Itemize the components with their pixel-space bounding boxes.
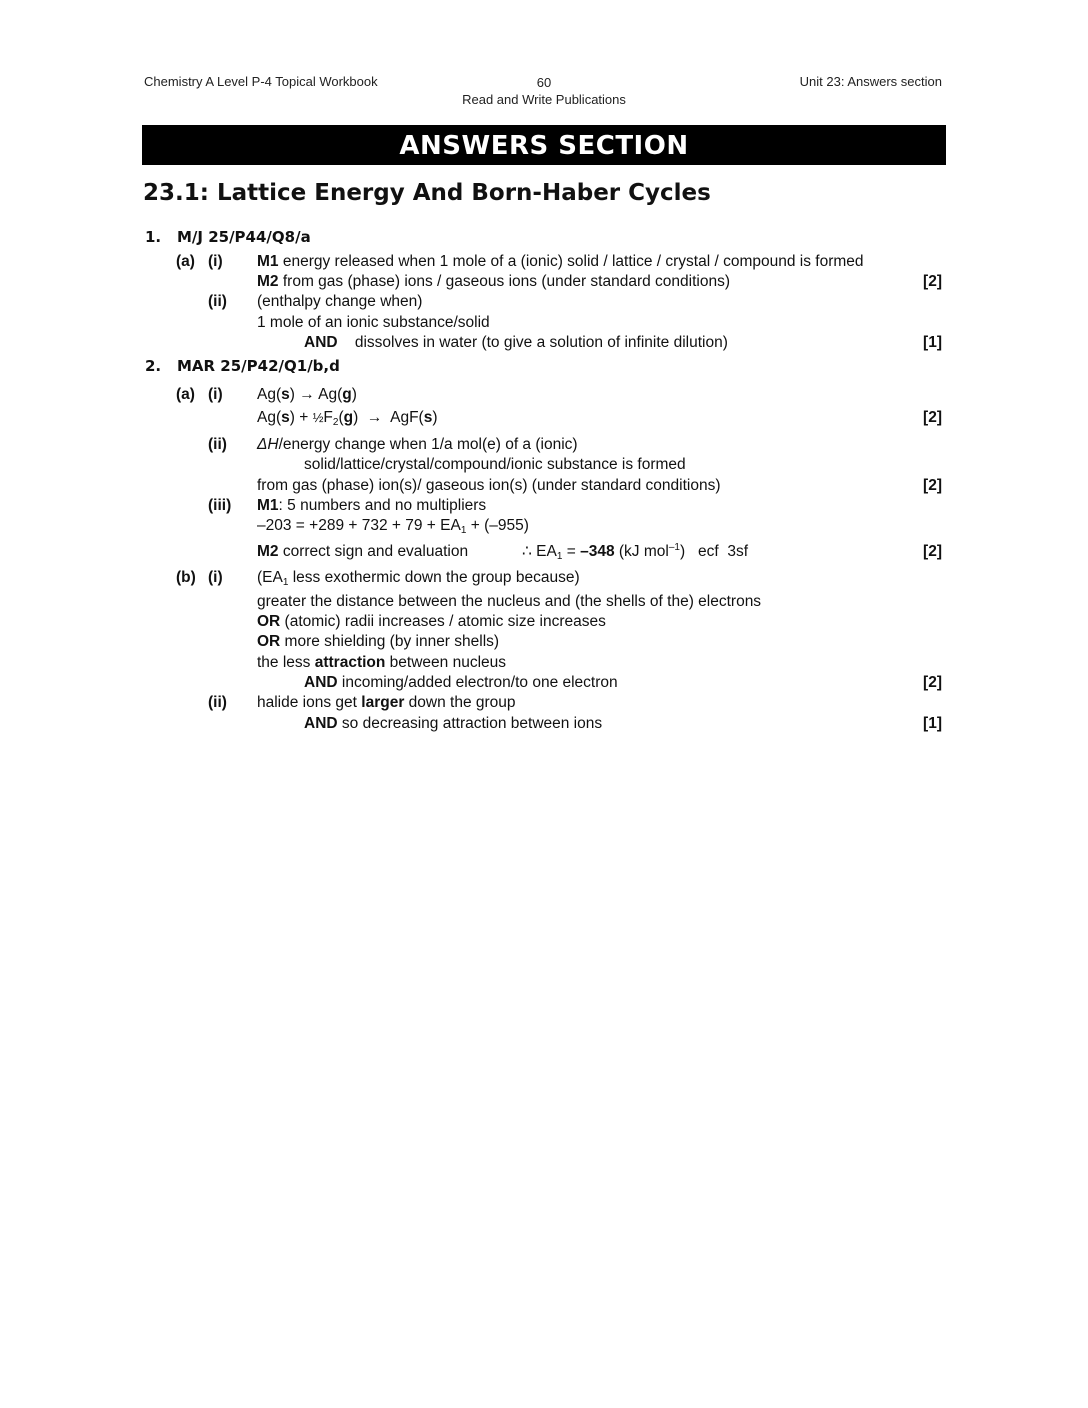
answer-line: AND incoming/added electron/to one electron xyxy=(304,674,618,691)
equation-line: $Ag(s) + \frac{1}{2}F_2(g) \to AgF(s)$ xyxy=(257,409,438,428)
mark-code: M1 xyxy=(257,253,279,270)
question-1-heading xyxy=(145,228,311,246)
question-reference: MAR 25/P42/Q1/b,d xyxy=(177,357,340,375)
subpart-label: (i) xyxy=(208,386,223,403)
marks: [1] xyxy=(923,715,942,732)
part-label: (a) xyxy=(176,253,195,270)
answer-line: from gas (phase) ion(s)/ gaseous ion(s) (under standard conditions) xyxy=(257,477,721,494)
question-reference: M/J 25/P44/Q8/a xyxy=(177,228,311,246)
subpart-label: (i) xyxy=(208,569,223,586)
marks: [2] xyxy=(923,477,942,494)
marks: [2] xyxy=(923,273,942,290)
marks: [1] xyxy=(923,334,942,351)
answer-line xyxy=(304,333,728,353)
equation-line: Ag(s) → Ag(g) xyxy=(257,386,357,403)
fraction-half: ½ xyxy=(312,410,324,425)
answer-line xyxy=(257,272,730,292)
answer-line: M2 correct sign and evaluation xyxy=(257,543,469,560)
part-label: (a) xyxy=(176,386,195,403)
subpart-label: (ii) xyxy=(208,293,227,310)
subpart-label: (ii) xyxy=(208,694,227,711)
answer-line: greater the distance between the nucleus and (the shells of the) electrons xyxy=(257,593,762,610)
question-number: 2. xyxy=(145,357,162,375)
answer-line: solid/lattice/crystal/compound/ionic substance is formed xyxy=(304,456,686,473)
answer-line: 1 mole of an ionic substance/solid xyxy=(257,314,490,331)
section-title: 23.1: Lattice Energy And Born-Haber Cycles xyxy=(143,180,711,206)
marks: [2] xyxy=(923,543,942,560)
answer-text: from gas (phase) ions / gaseous ions (under standard conditions) xyxy=(278,273,731,290)
answer-line: M1: 5 numbers and no multipliers xyxy=(257,497,487,514)
answer-text: dissolves in water (to give a solution of infinite dilution) xyxy=(354,334,728,351)
answer-line: ΔH/energy change when 1/a mol(e) of a (ionic) xyxy=(257,436,578,453)
answer-line: ($EA_1$ less exothermic down the group because) xyxy=(257,569,580,588)
page-number: 60 xyxy=(536,75,552,90)
calculation-line: $-203 = +289 + 732 + 79 + EA_1 + (-955)$ xyxy=(257,517,529,536)
subpart-label: (ii) xyxy=(208,436,227,453)
subpart-label: (i) xyxy=(208,253,223,270)
connector: AND xyxy=(304,334,338,351)
answer-line: OR (atomic) radii increases / atomic size increases xyxy=(257,613,606,630)
answers-section-banner: ANSWERS SECTION xyxy=(142,125,946,165)
result-value: –348 xyxy=(580,543,615,560)
answer-line: (enthalpy change when) xyxy=(257,293,423,310)
header-unit: Unit 23: Answers section xyxy=(799,74,942,89)
result-line: ∴ $EA_1 = -348$ (kJ mol$^{-1}$) ecf 3sf xyxy=(522,542,749,562)
mark-code: M2 xyxy=(257,273,279,290)
publisher: Read and Write Publications xyxy=(462,92,626,107)
answer-line: halide ions get larger down the group xyxy=(257,694,516,711)
answer-line: AND so decreasing attraction between ions xyxy=(304,715,603,732)
answer-line: the less attraction between nucleus xyxy=(257,654,506,671)
marks: [2] xyxy=(923,409,942,426)
marks: [2] xyxy=(923,674,942,691)
answer-line xyxy=(257,252,864,272)
answer-line: OR more shielding (by inner shells) xyxy=(257,633,500,650)
question-2-heading xyxy=(145,357,340,375)
subpart-label: (iii) xyxy=(208,497,232,514)
part-label: (b) xyxy=(176,569,196,586)
answer-text: energy released when 1 mole of a (ionic) solid / lattice / crystal / compound is formed xyxy=(278,253,864,270)
header-book-title: Chemistry A Level P-4 Topical Workbook xyxy=(144,74,378,89)
question-number: 1. xyxy=(145,228,162,246)
